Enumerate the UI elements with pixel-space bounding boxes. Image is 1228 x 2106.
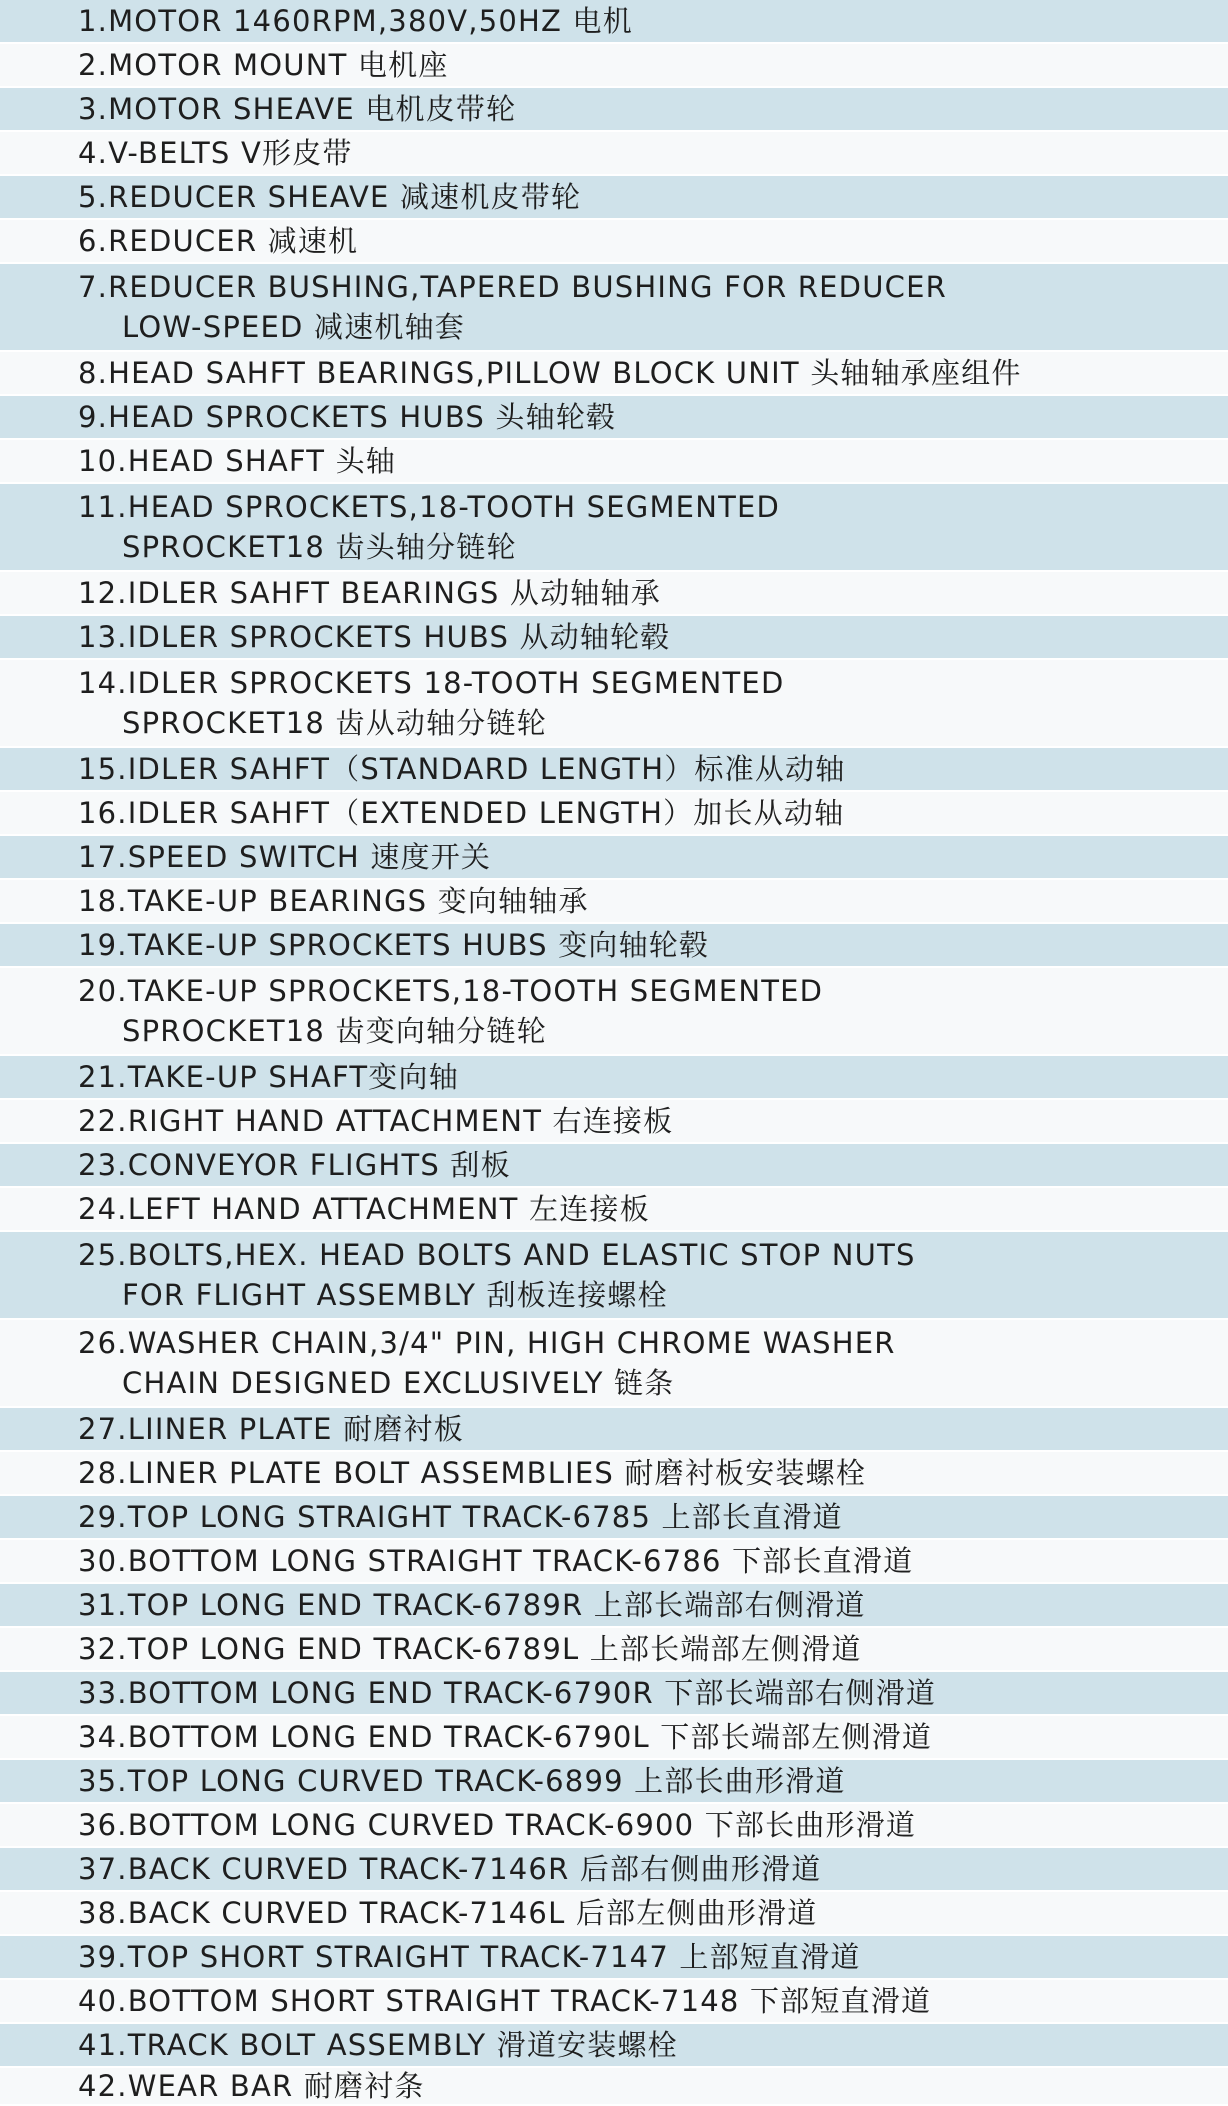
part-label: 2.MOTOR MOUNT 电机座 xyxy=(78,48,449,82)
parts-list-row xyxy=(0,1584,1228,1628)
part-label: 37.BACK CURVED TRACK-7146R 后部右侧曲形滑道 xyxy=(78,1852,822,1886)
parts-list-row xyxy=(0,1848,1228,1892)
part-label: 27.LIINER PLATE 耐磨衬板 xyxy=(78,1412,464,1446)
part-label: 11.HEAD SPROCKETS,18-TOOTH SEGMENTED xyxy=(78,490,781,524)
parts-list-row xyxy=(0,1056,1228,1100)
part-label: 24.LEFT HAND ATTACHMENT 左连接板 xyxy=(78,1192,650,1226)
parts-list-row xyxy=(0,1496,1228,1540)
parts-list-row xyxy=(0,1144,1228,1188)
part-label: 34.BOTTOM LONG END TRACK-6790L 下部长端部左侧滑道 xyxy=(78,1720,933,1754)
part-label: 4.V-BELTS V形皮带 xyxy=(78,136,353,170)
part-label: 35.TOP LONG CURVED TRACK-6899 上部长曲形滑道 xyxy=(78,1764,846,1798)
part-label-continuation: CHAIN DESIGNED EXCLUSIVELY 链条 xyxy=(122,1366,675,1400)
parts-list-row xyxy=(0,1320,1228,1408)
parts-list-row xyxy=(0,880,1228,924)
part-label: 21.TAKE-UP SHAFT变向轴 xyxy=(78,1060,459,1094)
parts-list-row xyxy=(0,484,1228,572)
part-label: 1.MOTOR 1460RPM,380V,50HZ 电机 xyxy=(78,4,633,38)
part-label: 14.IDLER SPROCKETS 18-TOOTH SEGMENTED xyxy=(78,666,785,700)
parts-list-row xyxy=(0,220,1228,264)
parts-list-row xyxy=(0,88,1228,132)
parts-list-row xyxy=(0,1628,1228,1672)
parts-list-row xyxy=(0,1672,1228,1716)
part-label: 40.BOTTOM SHORT STRAIGHT TRACK-7148 下部短直滑道 xyxy=(78,1984,932,2018)
parts-list-row xyxy=(0,1540,1228,1584)
part-label: 33.BOTTOM LONG END TRACK-6790R 下部长端部右侧滑道 xyxy=(78,1676,937,1710)
parts-list-row xyxy=(0,1892,1228,1936)
parts-list-row xyxy=(0,1936,1228,1980)
part-label-continuation: LOW-SPEED 减速机轴套 xyxy=(122,310,466,344)
part-label: 36.BOTTOM LONG CURVED TRACK-6900 下部长曲形滑道 xyxy=(78,1808,917,1842)
parts-list-row xyxy=(0,264,1228,352)
part-label: 16.IDLER SAHFT（EXTENDED LENGTH）加长从动轴 xyxy=(78,796,845,830)
parts-list-row xyxy=(0,572,1228,616)
parts-list-row xyxy=(0,44,1228,88)
part-label: 42.WEAR BAR 耐磨衬条 xyxy=(78,2069,425,2103)
parts-list-row xyxy=(0,352,1228,396)
parts-list-row xyxy=(0,0,1228,44)
part-label: 9.HEAD SPROCKETS HUBS 头轴轮毂 xyxy=(78,400,617,434)
part-label: 23.CONVEYOR FLIGHTS 刮板 xyxy=(78,1148,511,1182)
parts-list-row xyxy=(0,968,1228,1056)
parts-list-row xyxy=(0,1980,1228,2024)
part-label: 5.REDUCER SHEAVE 减速机皮带轮 xyxy=(78,180,582,214)
parts-list-row xyxy=(0,836,1228,880)
parts-list-row xyxy=(0,748,1228,792)
part-label: 18.TAKE-UP BEARINGS 变向轴轴承 xyxy=(78,884,589,918)
part-label: 19.TAKE-UP SPROCKETS HUBS 变向轴轮毂 xyxy=(78,928,710,962)
part-label-continuation: SPROCKET18 齿头轴分链轮 xyxy=(122,530,517,564)
part-label: 39.TOP SHORT STRAIGHT TRACK-7147 上部短直滑道 xyxy=(78,1940,861,1974)
parts-list-row xyxy=(0,1804,1228,1848)
parts-list-row xyxy=(0,176,1228,220)
part-label: 10.HEAD SHAFT 头轴 xyxy=(78,444,396,478)
parts-list-row xyxy=(0,1232,1228,1320)
part-label: 28.LINER PLATE BOLT ASSEMBLIES 耐磨衬板安装螺栓 xyxy=(78,1456,867,1490)
part-label: 32.TOP LONG END TRACK-6789L 上部长端部左侧滑道 xyxy=(78,1632,862,1666)
part-label: 17.SPEED SWITCH 速度开关 xyxy=(78,840,492,874)
parts-list-row xyxy=(0,1100,1228,1144)
parts-list-row xyxy=(0,924,1228,968)
part-label: 41.TRACK BOLT ASSEMBLY 滑道安装螺栓 xyxy=(78,2028,678,2062)
part-label: 26.WASHER CHAIN,3/4" PIN, HIGH CHROME WASHER xyxy=(78,1326,896,1360)
parts-list-row xyxy=(0,132,1228,176)
part-label: 6.REDUCER 减速机 xyxy=(78,224,359,258)
part-label: 29.TOP LONG STRAIGHT TRACK-6785 上部长直滑道 xyxy=(78,1500,843,1534)
part-label: 25.BOLTS,HEX. HEAD BOLTS AND ELASTIC STOP NUTS xyxy=(78,1238,916,1272)
part-label: 22.RIGHT HAND ATTACHMENT 右连接板 xyxy=(78,1104,674,1138)
part-label: 12.IDLER SAHFT BEARINGS 从动轴轴承 xyxy=(78,576,661,610)
part-label: 13.IDLER SPROCKETS HUBS 从动轴轮毂 xyxy=(78,620,671,654)
parts-list-row xyxy=(0,1716,1228,1760)
parts-list-row xyxy=(0,792,1228,836)
part-label: 3.MOTOR SHEAVE 电机皮带轮 xyxy=(78,92,517,126)
part-label: 15.IDLER SAHFT（STANDARD LENGTH）标准从动轴 xyxy=(78,752,846,786)
part-label: 20.TAKE-UP SPROCKETS,18-TOOTH SEGMENTED xyxy=(78,974,824,1008)
part-label-continuation: FOR FLIGHT ASSEMBLY 刮板连接螺栓 xyxy=(122,1278,668,1312)
parts-list-row xyxy=(0,1408,1228,1452)
parts-list-row xyxy=(0,1760,1228,1804)
parts-list-row xyxy=(0,2068,1228,2106)
part-label: 7.REDUCER BUSHING,TAPERED BUSHING FOR REDUCER xyxy=(78,270,947,304)
part-label: 31.TOP LONG END TRACK-6789R 上部长端部右侧滑道 xyxy=(78,1588,866,1622)
parts-list-row xyxy=(0,2024,1228,2068)
parts-list-row xyxy=(0,1452,1228,1496)
parts-list-row xyxy=(0,1188,1228,1232)
part-label: 38.BACK CURVED TRACK-7146L 后部左侧曲形滑道 xyxy=(78,1896,818,1930)
part-label-continuation: SPROCKET18 齿变向轴分链轮 xyxy=(122,1014,547,1048)
parts-list-row xyxy=(0,616,1228,660)
parts-list-row xyxy=(0,660,1228,748)
part-label-continuation: SPROCKET18 齿从动轴分链轮 xyxy=(122,706,547,740)
part-label: 8.HEAD SAHFT BEARINGS,PILLOW BLOCK UNIT 头轴轴承座组件 xyxy=(78,356,1022,390)
parts-list-row xyxy=(0,396,1228,440)
part-label: 30.BOTTOM LONG STRAIGHT TRACK-6786 下部长直滑道 xyxy=(78,1544,914,1578)
parts-list-row xyxy=(0,440,1228,484)
